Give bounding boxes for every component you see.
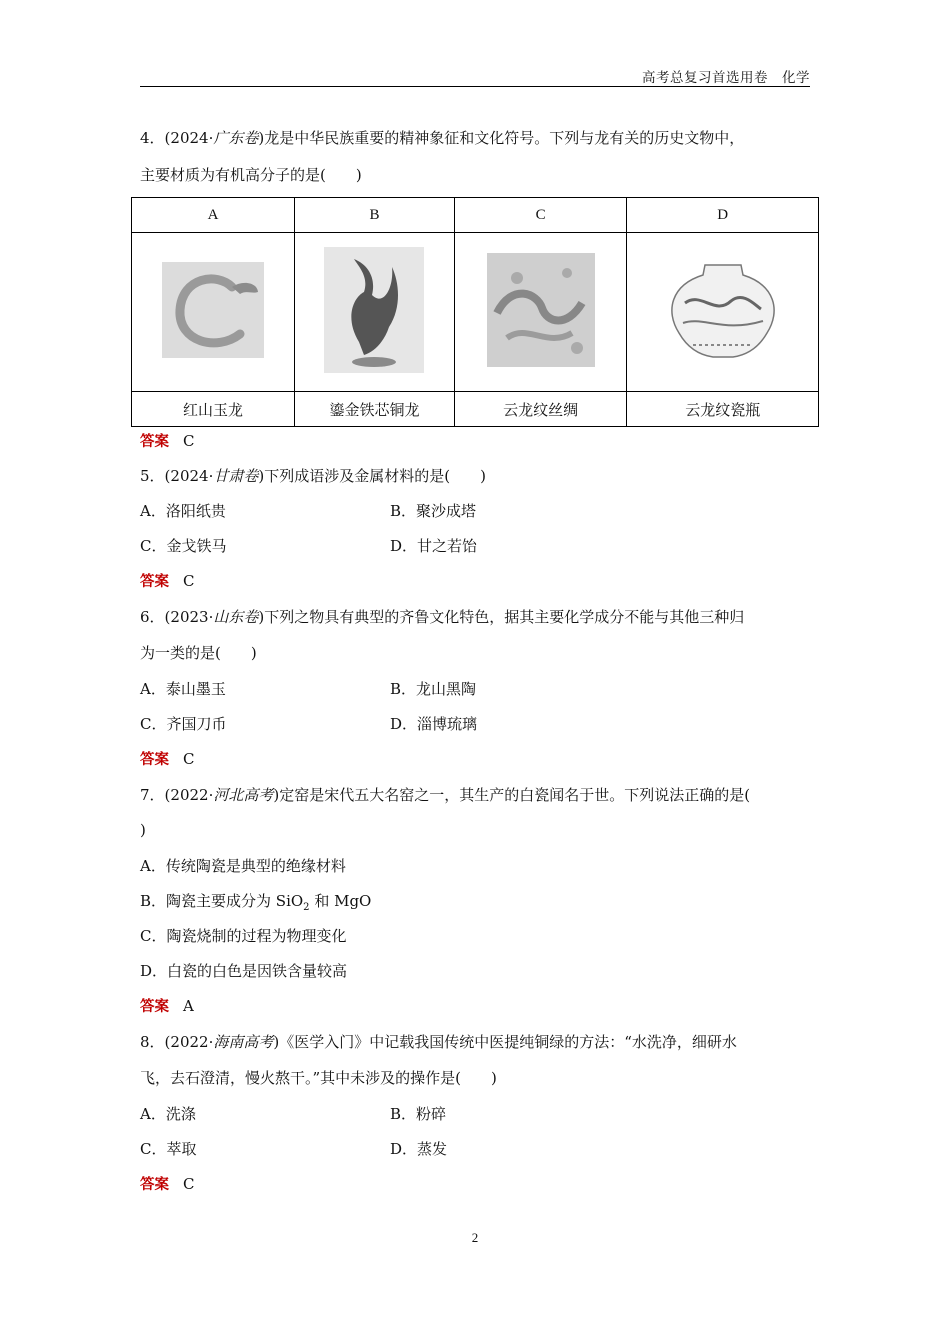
q5-stem (140, 466, 486, 486)
q8-option-c: C．萃取 (140, 1140, 197, 1158)
answer-label: 答案 (140, 434, 169, 450)
answer-value: A (183, 997, 194, 1015)
bronze-dragon-image (324, 247, 424, 373)
porcelain-vase-image (663, 261, 783, 359)
q4-stem-text: )龙是中华民族重要的精神象征和文化符号。下列与龙有关的历史文物中， (258, 129, 745, 147)
q5-option-b: B．聚沙成塔 (390, 502, 477, 520)
q6-option-c: C．齐国刀币 (140, 715, 227, 733)
header-title: 高考总复习首选用卷 化学 (642, 70, 810, 86)
q6-stem-line1 (140, 607, 744, 627)
q7-option-d: D．白瓷的白色是因铁含量较高 (140, 962, 348, 980)
q6-stem-line2: 为一类的是( ) (140, 644, 257, 662)
q5-option-a: A．洛阳纸贵 (140, 502, 226, 520)
q7-option-c: C．陶瓷烧制的过程为物理变化 (140, 927, 347, 945)
option-d-name: 云龙纹瓷瓶 (627, 392, 819, 427)
q6-answer (140, 749, 194, 770)
page-header (140, 66, 810, 87)
q7-answer (140, 996, 194, 1017)
silk-dragon-image (487, 253, 595, 367)
q8-stem-line2: 飞，去石澄清，慢火熬干。”其中未涉及的操作是( ) (140, 1069, 497, 1087)
q7-option-b-text: B．陶瓷主要成分为 SiO (140, 892, 304, 910)
answer-label: 答案 (140, 574, 169, 590)
q6-option-b: B．龙山黑陶 (390, 680, 477, 698)
q8-stem-line1 (140, 1032, 737, 1052)
q7-option-b-subscript: 2 (303, 902, 310, 913)
option-a-name: 红山玉龙 (132, 392, 295, 427)
table-header-a: A (132, 198, 295, 233)
answer-value: C (183, 1175, 195, 1193)
answer-value: C (183, 750, 195, 768)
answer-label: 答案 (140, 752, 169, 768)
answer-label: 答案 (140, 999, 169, 1015)
q5-num: 5．(2024· (140, 467, 214, 485)
q6-option-a: A．泰山墨玉 (140, 680, 226, 698)
table-header-b: B (295, 198, 455, 233)
q7-stem-text: )定窑是宋代五大名窑之一，其生产的白瓷闻名于世。下列说法正确的是( (273, 786, 751, 804)
answer-label: 答案 (140, 1177, 169, 1193)
q4-stem-line2: 主要材质为有机高分子的是( ) (140, 166, 362, 184)
answer-value: C (183, 572, 195, 590)
q7-stem-line1 (140, 785, 750, 805)
q8-stem-text: )《医学入门》中记载我国传统中医提纯铜绿的方法：“水洗净，细研水 (273, 1033, 737, 1051)
q8-num: 8．(2022· (140, 1033, 214, 1051)
q7-option-b-tail: 和 MgO (309, 892, 372, 910)
q5-stem-text: )下列成语涉及金属材料的是( ) (258, 467, 486, 485)
q6-source: 山东卷 (213, 608, 259, 626)
bronze-dragon-image-cell (295, 233, 455, 392)
porcelain-vase-image-cell (627, 233, 819, 392)
q4-stem-line1 (140, 128, 744, 148)
silk-dragon-image-cell (454, 233, 627, 392)
q8-option-b: B．粉碎 (390, 1105, 447, 1123)
q7-option-a: A．传统陶瓷是典型的绝缘材料 (140, 857, 346, 875)
option-b-name: 鎏金铁芯铜龙 (295, 392, 455, 427)
q8-answer (140, 1174, 194, 1195)
q4-answer (140, 431, 194, 452)
q6-option-d: D．淄博琉璃 (390, 715, 478, 733)
q8-option-d: D．蒸发 (390, 1140, 448, 1158)
jade-dragon-image (162, 262, 264, 358)
q6-num: 6．(2023· (140, 608, 214, 626)
q5-answer (140, 571, 194, 592)
q4-source: 广东卷 (213, 129, 259, 147)
q7-option-b (140, 891, 371, 918)
option-c-name: 云龙纹丝绸 (454, 392, 627, 427)
page-number: 2 (471, 1230, 479, 1245)
q4-options-table (131, 197, 819, 427)
q5-source: 甘肃卷 (213, 467, 259, 485)
jade-dragon-image-cell (132, 233, 295, 392)
q7-source: 河北高考 (213, 786, 274, 804)
answer-value: C (183, 432, 195, 450)
q8-source: 海南高考 (213, 1033, 274, 1051)
q8-option-a: A．洗涤 (140, 1105, 196, 1123)
q6-stem-text: )下列之物具有典型的齐鲁文化特色，据其主要化学成分不能与其他三种归 (258, 608, 745, 626)
q5-option-c: C．金戈铁马 (140, 537, 227, 555)
table-header-c: C (454, 198, 627, 233)
q5-option-d: D．甘之若饴 (390, 537, 478, 555)
table-header-d: D (627, 198, 819, 233)
q7-stem-line2: ) (140, 821, 146, 839)
q4-num: 4．(2024· (140, 129, 214, 147)
q7-num: 7．(2022· (140, 786, 214, 804)
